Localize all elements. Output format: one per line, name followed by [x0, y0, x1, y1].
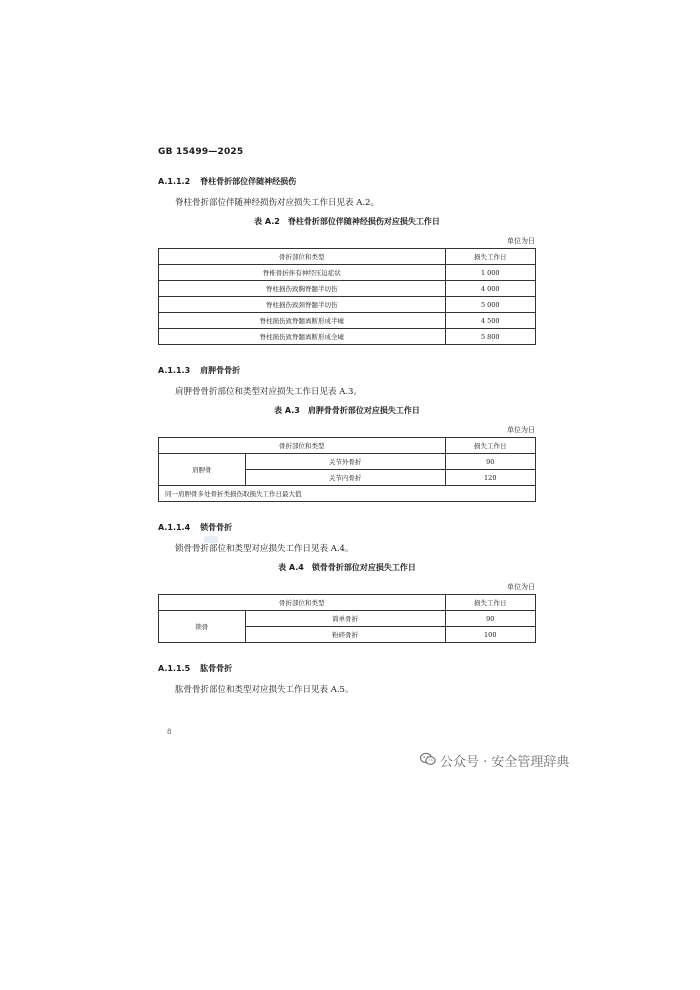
table-caption-a4: 表 A.4 锁骨骨折部位对应损失工作日 [278, 563, 416, 572]
header-cell: 损失工作日 [445, 595, 535, 611]
table-cell: 关节内骨折 [245, 470, 445, 486]
table-cell: 脊柱损伤致颈脊髓半切伤 [159, 297, 446, 313]
header-cell: 损失工作日 [445, 249, 535, 265]
table-cell: 1 000 [445, 265, 535, 281]
table-caption-a2: 表 A.2 脊柱骨折部位伴随神经损伤对应损失工作日 [254, 217, 440, 226]
table-a4 [158, 594, 536, 643]
section-number: A.1.1.4 [158, 523, 191, 532]
table-header-row [159, 595, 536, 611]
header-cell: 骨折部位和类型 [159, 249, 446, 265]
section-number: A.1.1.3 [158, 366, 191, 375]
section-title: 肩胛骨骨折 [200, 366, 241, 375]
table-row [159, 281, 536, 297]
table-caption-a3: 表 A.3 肩胛骨骨折部位对应损失工作日 [274, 406, 420, 415]
page-number: 8 [167, 728, 172, 736]
table-cell: 90 [445, 454, 535, 470]
wechat-icon [420, 752, 440, 770]
section-paragraph: 锁骨骨折部位和类型对应损失工作日见表 A.4。 [175, 544, 354, 554]
section-title: 锁骨骨折 [200, 523, 233, 532]
table-cell: 100 [445, 627, 535, 643]
table-a3 [158, 437, 536, 502]
table-cell: 4 000 [445, 281, 535, 297]
section-number: A.1.1.2 [158, 177, 191, 186]
table-cell-part: 肩胛骨 [159, 454, 246, 486]
table-cell-part: 锁骨 [159, 611, 246, 643]
table-unit: 单位为日 [507, 583, 535, 591]
table-cell: 5 000 [445, 297, 535, 313]
table-cell: 脊柱损伤致胸脊髓半切伤 [159, 281, 446, 297]
watermark-text: 公众号 · 安全管理辞典 [440, 755, 570, 770]
table-cell: 90 [445, 611, 535, 627]
table-cell: 粉碎骨折 [245, 627, 445, 643]
section-heading-a112 [158, 176, 296, 187]
section-title: 脊柱骨折部位伴随神经损伤 [200, 177, 297, 186]
section-heading-a115 [158, 663, 232, 674]
section-number: A.1.1.5 [158, 664, 191, 673]
table-note: 同一肩胛骨多处骨折类损伤取损失工作日最大值 [159, 486, 536, 502]
table-row [159, 611, 536, 627]
table-cell: 脊椎骨折伴有神经压迫症状 [159, 265, 446, 281]
table-cell: 4 500 [445, 313, 535, 329]
table-header-row [159, 249, 536, 265]
table-row [159, 329, 536, 345]
section-heading-a113 [158, 365, 240, 376]
table-unit: 单位为日 [507, 426, 535, 434]
table-cell: 120 [445, 470, 535, 486]
header-cell: 骨折部位和类型 [159, 595, 446, 611]
table-cell: 5 800 [445, 329, 535, 345]
section-paragraph: 肱骨骨折部位和类型对应损失工作日见表 A.5。 [175, 685, 354, 695]
table-row [159, 265, 536, 281]
table-unit: 单位为日 [507, 237, 535, 245]
table-row [159, 297, 536, 313]
table-note-row [159, 486, 536, 502]
watermark [420, 751, 569, 770]
table-header-row [159, 438, 536, 454]
standard-number: GB 15499—2025 [158, 147, 244, 157]
table-cell: 简单骨折 [245, 611, 445, 627]
table-row [159, 454, 536, 470]
section-title: 肱骨骨折 [200, 664, 233, 673]
table-cell: 脊柱损伤致脊髓离断形成全瘫 [159, 329, 446, 345]
table-row [159, 313, 536, 329]
header-cell: 损失工作日 [445, 438, 535, 454]
header-cell: 骨折部位和类型 [159, 438, 446, 454]
section-paragraph: 肩胛骨骨折部位和类型对应损失工作日见表 A.3。 [175, 387, 362, 397]
section-heading-a114 [158, 522, 232, 533]
table-a2 [158, 248, 536, 345]
table-cell: 脊柱损伤致脊髓离断形成半瘫 [159, 313, 446, 329]
section-paragraph: 脊柱骨折部位伴随神经损伤对应损失工作日见表 A.2。 [175, 198, 379, 208]
table-cell: 关节外骨折 [245, 454, 445, 470]
